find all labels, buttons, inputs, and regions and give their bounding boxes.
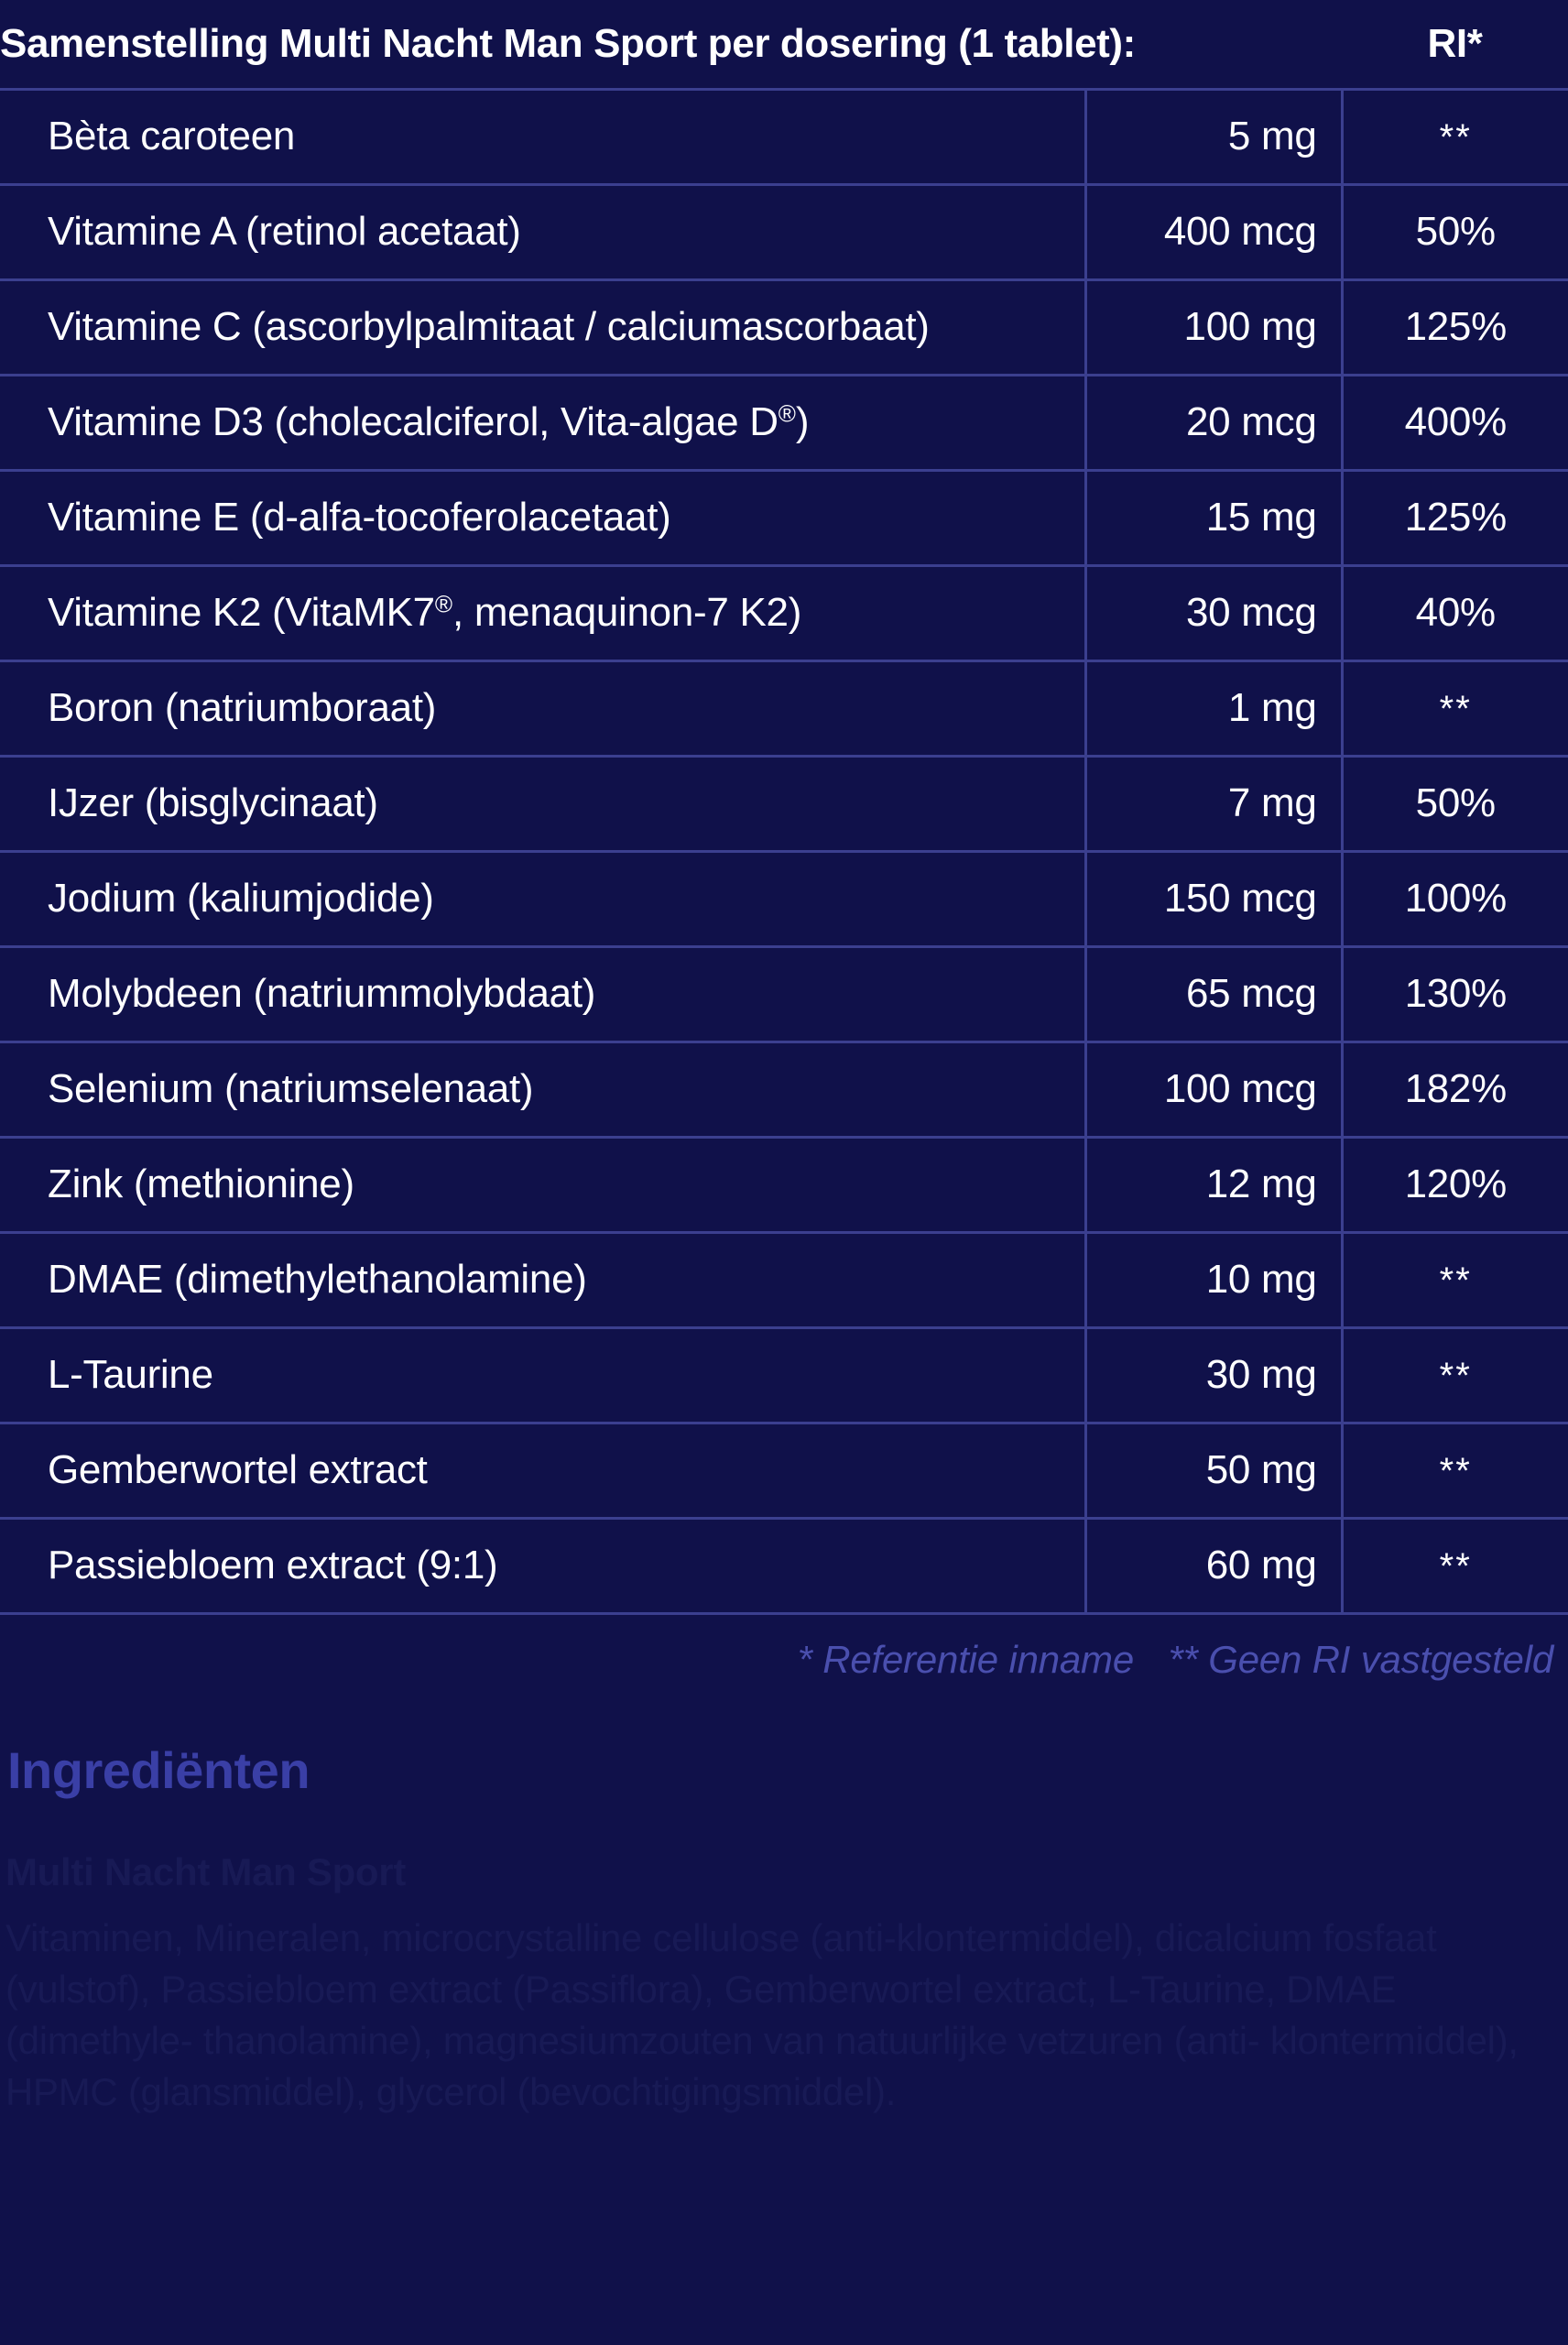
nutrient-amount: 20 mcg bbox=[1085, 376, 1342, 471]
nutrient-name: IJzer (bisglycinaat) bbox=[0, 757, 1085, 852]
nutrient-amount: 60 mg bbox=[1085, 1519, 1342, 1614]
ingredients-body bbox=[5, 1913, 1563, 2117]
table-row bbox=[0, 757, 1568, 852]
nutrient-name: Selenium (natriumselenaat) bbox=[0, 1042, 1085, 1138]
table-row bbox=[0, 90, 1568, 185]
table-row bbox=[0, 566, 1568, 661]
table-row bbox=[0, 1423, 1568, 1519]
nutrient-name: Jodium (kaliumjodide) bbox=[0, 852, 1085, 947]
nutrient-ri: 120% bbox=[1342, 1138, 1568, 1233]
table-row bbox=[0, 661, 1568, 757]
footnote-no-ri: ** Geen RI vastgesteld bbox=[1168, 1638, 1553, 1681]
nutrient-amount: 150 mcg bbox=[1085, 852, 1342, 947]
nutrient-amount: 10 mg bbox=[1085, 1233, 1342, 1328]
nutrient-amount: 1 mg bbox=[1085, 661, 1342, 757]
table-row bbox=[0, 1233, 1568, 1328]
table-row bbox=[0, 185, 1568, 280]
table-footnote bbox=[0, 1638, 1568, 1682]
table-row bbox=[0, 1042, 1568, 1138]
ingredients-subtitle: Multi Nacht Man Sport bbox=[5, 1850, 407, 1893]
nutrient-amount: 50 mg bbox=[1085, 1423, 1342, 1519]
nutrient-name: Vitamine A (retinol acetaat) bbox=[0, 185, 1085, 280]
nutrient-name: Passiebloem extract (9:1) bbox=[0, 1519, 1085, 1614]
nutrient-name: Zink (methionine) bbox=[0, 1138, 1085, 1233]
table-header bbox=[0, 0, 1568, 90]
nutrient-ri: 130% bbox=[1342, 947, 1568, 1042]
nutrient-amount: 7 mg bbox=[1085, 757, 1342, 852]
nutrient-name: Gemberwortel extract bbox=[0, 1423, 1085, 1519]
nutrient-amount: 12 mg bbox=[1085, 1138, 1342, 1233]
nutrient-ri: 125% bbox=[1342, 280, 1568, 376]
nutrient-amount: 100 mg bbox=[1085, 280, 1342, 376]
nutrient-amount: 30 mg bbox=[1085, 1328, 1342, 1423]
nutrient-ri: ** bbox=[1342, 1519, 1568, 1614]
nutrient-name: Boron (natriumboraat) bbox=[0, 661, 1085, 757]
ingredients-text: Vitaminen, Mineralen, microcrystalline cellulose (anti-klontermiddel), dicalcium fosfaat (vulstof), Passiebloem extract (Passiflora), Gemberwortel extract, L-Taurine, DMAE (dimethyle- thanolamine), magnesiumzouten van natuurlijke vetzuren (anti- klontermiddel), HPMC (glansmiddel), glycerol (bevochtigingsmiddel). bbox=[5, 1916, 1519, 2113]
nutrient-name: Vitamine C (ascorbylpalmitaat / calciumascorbaat) bbox=[0, 280, 1085, 376]
ingredients-heading: Ingrediënten bbox=[7, 1741, 310, 1799]
table-body bbox=[0, 90, 1568, 1614]
table-row bbox=[0, 471, 1568, 566]
table-row bbox=[0, 280, 1568, 376]
nutrient-amount: 100 mcg bbox=[1085, 1042, 1342, 1138]
nutrient-amount: 30 mcg bbox=[1085, 566, 1342, 661]
nutrient-ri: 100% bbox=[1342, 852, 1568, 947]
table-row bbox=[0, 947, 1568, 1042]
nutrient-amount: 65 mcg bbox=[1085, 947, 1342, 1042]
nutrient-ri: ** bbox=[1342, 90, 1568, 185]
nutrient-ri: ** bbox=[1342, 1328, 1568, 1423]
nutrient-ri: 125% bbox=[1342, 471, 1568, 566]
nutrient-name: Molybdeen (natriummolybdaat) bbox=[0, 947, 1085, 1042]
nutrient-amount: 15 mg bbox=[1085, 471, 1342, 566]
nutrient-ri: ** bbox=[1342, 1423, 1568, 1519]
nutrient-ri: ** bbox=[1342, 661, 1568, 757]
nutrient-name: L-Taurine bbox=[0, 1328, 1085, 1423]
nutrient-ri: 50% bbox=[1342, 185, 1568, 280]
nutrient-ri: 40% bbox=[1342, 566, 1568, 661]
table-header-row bbox=[0, 0, 1568, 90]
nutrient-ri: 182% bbox=[1342, 1042, 1568, 1138]
nutrient-name: Vitamine E (d-alfa-tocoferolacetaat) bbox=[0, 471, 1085, 566]
column-header-ri: RI* bbox=[1342, 0, 1568, 90]
table-row bbox=[0, 376, 1568, 471]
nutrient-amount: 5 mg bbox=[1085, 90, 1342, 185]
nutrient-name: Bèta caroteen bbox=[0, 90, 1085, 185]
nutrient-name: Vitamine D3 (cholecalciferol, Vita-algae D®) bbox=[0, 376, 1085, 471]
table-title: Samenstelling Multi Nacht Man Sport per dosering (1 tablet): bbox=[0, 0, 1342, 90]
table-row bbox=[0, 852, 1568, 947]
nutrient-name: Vitamine K2 (VitaMK7®, menaquinon-7 K2) bbox=[0, 566, 1085, 661]
table-row bbox=[0, 1328, 1568, 1423]
nutrient-name: DMAE (dimethylethanolamine) bbox=[0, 1233, 1085, 1328]
registered-trademark-icon: ® bbox=[778, 400, 796, 429]
nutrient-ri: 50% bbox=[1342, 757, 1568, 852]
nutrient-amount: 400 mcg bbox=[1085, 185, 1342, 280]
nutrient-ri: 400% bbox=[1342, 376, 1568, 471]
footnote-ri: * Referentie inname bbox=[797, 1638, 1134, 1681]
table-row bbox=[0, 1519, 1568, 1614]
nutrient-ri: ** bbox=[1342, 1233, 1568, 1328]
table-row bbox=[0, 1138, 1568, 1233]
registered-trademark-icon: ® bbox=[434, 591, 452, 619]
